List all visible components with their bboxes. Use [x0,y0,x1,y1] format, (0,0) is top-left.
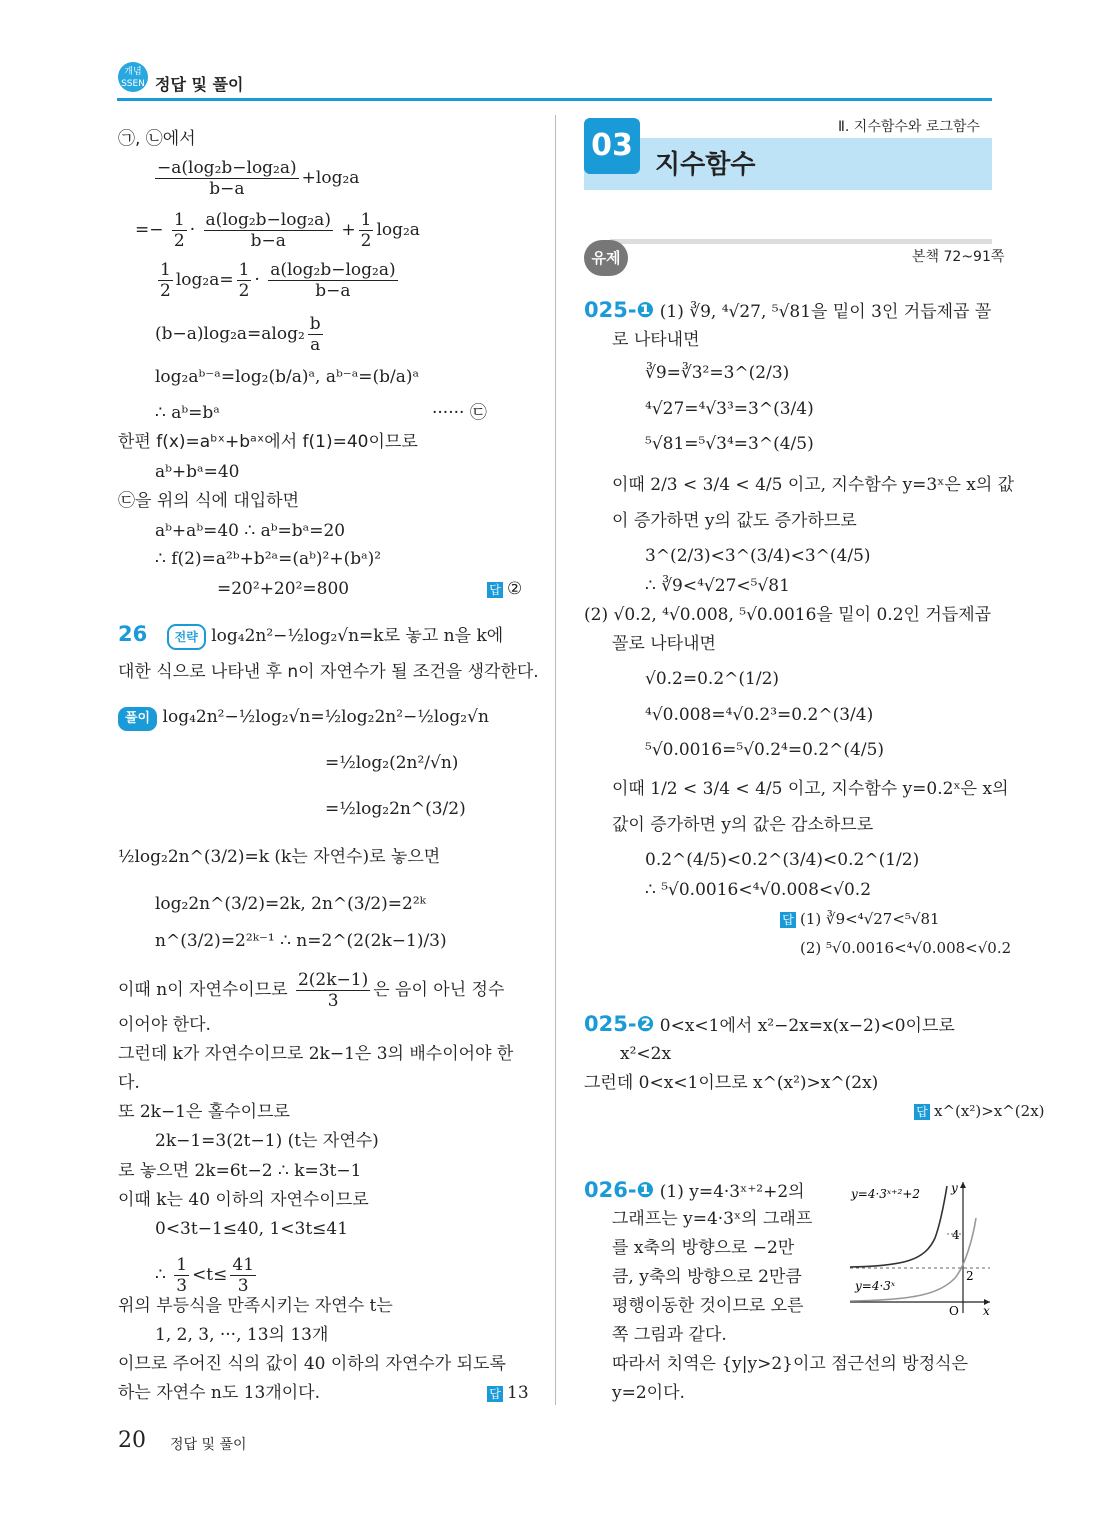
text-line: 따라서 치역은 {y|y>2}이고 점근선의 방정식은 [612,1354,968,1374]
x-axis-label: x [983,1304,990,1318]
fraction: $\frac{1}{2}$ [160,260,171,301]
column-divider [555,115,556,1405]
equation-line: aᵇ+aᵇ=40 ∴ aᵇ=bᵃ=20 [155,521,346,541]
equation-line: ∴ f(2)=a²ᵇ+b²ᵃ=(aᵇ)²+(bᵃ)² [155,549,382,569]
problem-025-1: 025-❶ (1) ∛9, ⁴√27, ⁵√81을 밑이 3인 거듭제곱 꼴 [584,298,992,322]
equation-line: √0.2=0.2^(1/2) [645,669,780,689]
text-line: 이때 k는 40 이하의 자연수이므로 [118,1190,369,1210]
text-line: y=2이다. [612,1383,685,1403]
exponential-graph [845,1178,995,1318]
answer-icon: 답 [914,1104,930,1120]
equation-line: ⁵√81=⁵√3⁴=3^(4/5) [645,434,814,454]
equation-line: 3^(2/3)<3^(3/4)<3^(4/5) [645,546,871,566]
footer-title: 정답 및 풀이 [170,1437,247,1453]
chapter-title: 지수함수 [655,150,756,180]
text-line: 이어야 한다. [118,1015,211,1035]
equation-line: $\frac{\text{−a(log₂b−log₂a)}}{b-a}$ +log₂a [157,158,360,199]
header-rule [117,98,992,101]
strategy-badge: 전략 [167,624,206,650]
label-top: y=4·3ˣ⁺²+2 [851,1187,921,1201]
text-line: 이때 n이 자연수이므로 $\frac{2(2k-1)}{3}$ 은 음이 아닌 정수 [118,970,505,1011]
equation-line: ∴ ∛9<⁴√27<⁵√81 [645,576,790,596]
text-line: 꼴로 나타내면 [612,634,716,654]
text-line: 대한 식으로 나타낸 후 n이 자연수가 될 조건을 생각한다. [118,662,539,682]
text-line: ㉢을 위의 식에 대입하면 [118,491,300,511]
equation-line: ⁵√0.0016=⁵√0.2⁴=0.2^(4/5) [645,740,885,760]
text-line: 한편 f(x)=aᵇˣ+bᵃˣ에서 f(1)=40이므로 [118,432,418,452]
brand-logo [118,62,148,92]
equation-line: x²<2x [620,1044,672,1064]
fraction: $\frac{\text{a(log₂b−log₂a)}}{b-a}$ [270,260,396,301]
text-line: 그런데 0<x<1이므로 x^(x²)>x^(2x) [584,1073,879,1093]
label-bottom: y=4·3ˣ [855,1279,896,1293]
text-line: 큼, y축의 방향으로 2만큼 [612,1267,802,1287]
text-line: 또 2k−1은 홀수이므로 [118,1102,290,1122]
text-line: 로 놓으면 2k=6t−2 ∴ k=3t−1 [118,1161,362,1181]
book-reference: 본책 72~91쪽 [912,249,1005,265]
tag-label: ······ ㉢ [432,403,487,423]
text-line: (2) √0.2, ⁴√0.008, ⁵√0.0016을 밑이 0.2인 거듭제곱 [584,605,992,625]
equation-line: 2k−1=3(2t−1) (t는 자연수) [155,1131,379,1151]
equation-line: ∴ aᵇ=bᵃ [155,403,220,423]
fraction: $\frac{1}{2}$ [360,210,372,251]
answer: 답 (1) ∛9<⁴√27<⁵√81 [780,908,940,930]
problem-number: 025-❷ [584,1012,655,1036]
yuje-badge: 유제 [584,240,628,276]
text-line: 이때 1/2 < 3/4 < 4/5 이고, 지수함수 y=0.2ˣ은 x의 [612,779,1009,799]
text-line: ½log₂2n^(3/2)=k (k는 자연수)로 놓으면 [118,847,441,867]
text-line: 이 증가하면 y의 값도 증가하므로 [612,511,857,531]
equation-line: 0.2^(4/5)<0.2^(3/4)<0.2^(1/2) [645,850,920,870]
fraction: $\frac{2(2k-1)}{3}$ [297,970,369,1011]
equation-line: n^(3/2)=2²ᵏ⁻¹ ∴ n=2^(2(2k−1)/3) [155,931,447,951]
yuje-rule [610,239,992,244]
equation-line: log₂2n^(3/2)=2k, 2n^(3/2)=2²ᵏ [155,894,426,914]
answer-icon: 답 [487,1386,503,1402]
answer: (2) ⁵√0.0016<⁴√0.008<√0.2 [800,939,1012,957]
text-line: 하는 자연수 n도 13개이다. [118,1383,320,1403]
text-line: 그런데 k가 자연수이므로 2k−1은 3의 배수이어야 한 [118,1044,514,1064]
equation-line: ⁴√0.008=⁴√0.2³=0.2^(3/4) [645,705,874,725]
equation-line: ∛9=∛3²=3^(2/3) [645,363,790,383]
y-axis-arrow [960,1182,966,1188]
equation-line: $\frac{1}{2}$ log₂a= $\frac{1}{2}$ · $\frac{\text{a(log₂b−log₂a)}}{b-a}$ [160,260,396,301]
answer: 답 13 [487,1382,529,1404]
equation-line: =− $\frac{1}{2}$ · $\frac{\text{a(log₂b−log₂a)}}{b-a}$ + $\frac{1}{2}$ log₂a [135,210,420,251]
fraction: $\frac{1}{3}$ [176,1255,188,1296]
equation-line: (b−a)log₂a=alog₂ $\frac{b}{a}$ [155,314,321,355]
problem-26-header [118,623,503,650]
equation-line: aᵇ+bᵃ=40 [155,462,240,482]
chapter-subtitle: Ⅱ. 지수함수와 로그함수 [838,119,980,135]
tick-4: 4 [952,1228,960,1242]
fraction: $\frac{b}{a}$ [309,314,321,355]
fraction: $\frac{41}{3}$ [232,1255,255,1296]
problem-025-2: 025-❷ 0<x<1에서 x²−2x=x(x−2)<0이므로 [584,1012,955,1036]
equation-line: ∴ $\frac{1}{3}$ <t≤ $\frac{41}{3}$ [155,1255,255,1296]
solution-line: 풀이 log₄2n²−½log₂√n=½log₂2n²−½log₂√n [118,706,489,731]
equation-line: 0<3t−1≤40, 1<3t≤41 [155,1219,349,1239]
solution-badge: 풀이 [118,707,157,731]
text-line: 값이 증가하면 y의 값은 감소하므로 [612,815,874,835]
equation-line: =½log₂(2n²/√n) [325,753,459,773]
answer: 답 x^(x²)>x^(2x) [914,1100,1045,1122]
answer: 답 ② [487,578,522,600]
strategy-text: log₄2n²−½log₂√n=k로 놓고 n을 k에 [211,626,504,646]
fraction: $\frac{\text{a(log₂b−log₂a)}}{b-a}$ [205,210,331,251]
text-line: 로 나타내면 [612,330,700,350]
header-title: 정답 및 풀이 [155,75,244,94]
text-line: 위의 부등식을 만족시키는 자연수 t는 [118,1296,393,1316]
origin-label: O [949,1304,959,1318]
fraction: $\frac{1}{2}$ [173,210,185,251]
answer-icon: 답 [487,582,503,598]
equation-line: ⁴√27=⁴√3³=3^(3/4) [645,399,814,419]
page-number: 20 [118,1428,146,1453]
fraction: $\frac{1}{2}$ [238,260,250,301]
y-axis-label: y [951,1181,958,1195]
text-line: 이때 2/3 < 3/4 < 4/5 이고, 지수함수 y=3ˣ은 x의 값 [612,475,1015,495]
text-line: 평행이동한 것이므로 오른 [612,1296,804,1316]
equation-line: =20²+20²=800 [217,579,350,599]
logo-top-text: 개념 [124,67,142,77]
fraction: $\frac{\text{−a(log₂b−log₂a)}}{b-a}$ [157,158,297,199]
equation-line: 1, 2, 3, ···, 13의 13개 [155,1325,329,1345]
problem-number: 026-❶ [584,1178,655,1202]
text-line: 쪽 그림과 같다. [612,1325,727,1345]
tick-2: 2 [966,1269,974,1283]
chapter-number: 03 [584,118,640,174]
text-line: 이므로 주어진 식의 값이 40 이하의 자연수가 되도록 [118,1354,506,1374]
problem-number: 025-❶ [584,298,655,322]
equation-line: ∴ ⁵√0.0016<⁴√0.008<√0.2 [645,880,872,900]
logo-bottom-text: SSEN [121,79,145,89]
text-line: 다. [118,1073,140,1093]
problem-number: 26 [118,622,148,646]
text-line: 를 x축의 방향으로 −2만 [612,1238,795,1258]
chapter-banner [584,138,992,190]
equation-line: =½log₂2n^(3/2) [325,799,466,819]
text-line: ㉠, ㉡에서 [118,129,196,149]
answer-icon: 답 [780,912,796,928]
equation-line: log₂aᵇ⁻ᵃ=log₂(b/a)ᵃ, aᵇ⁻ᵃ=(b/a)ᵃ [155,367,420,387]
text-line: 그래프는 y=4·3ˣ의 그래프 [612,1209,813,1229]
problem-026-1: 026-❶ (1) y=4·3ˣ⁺²+2의 [584,1178,805,1202]
